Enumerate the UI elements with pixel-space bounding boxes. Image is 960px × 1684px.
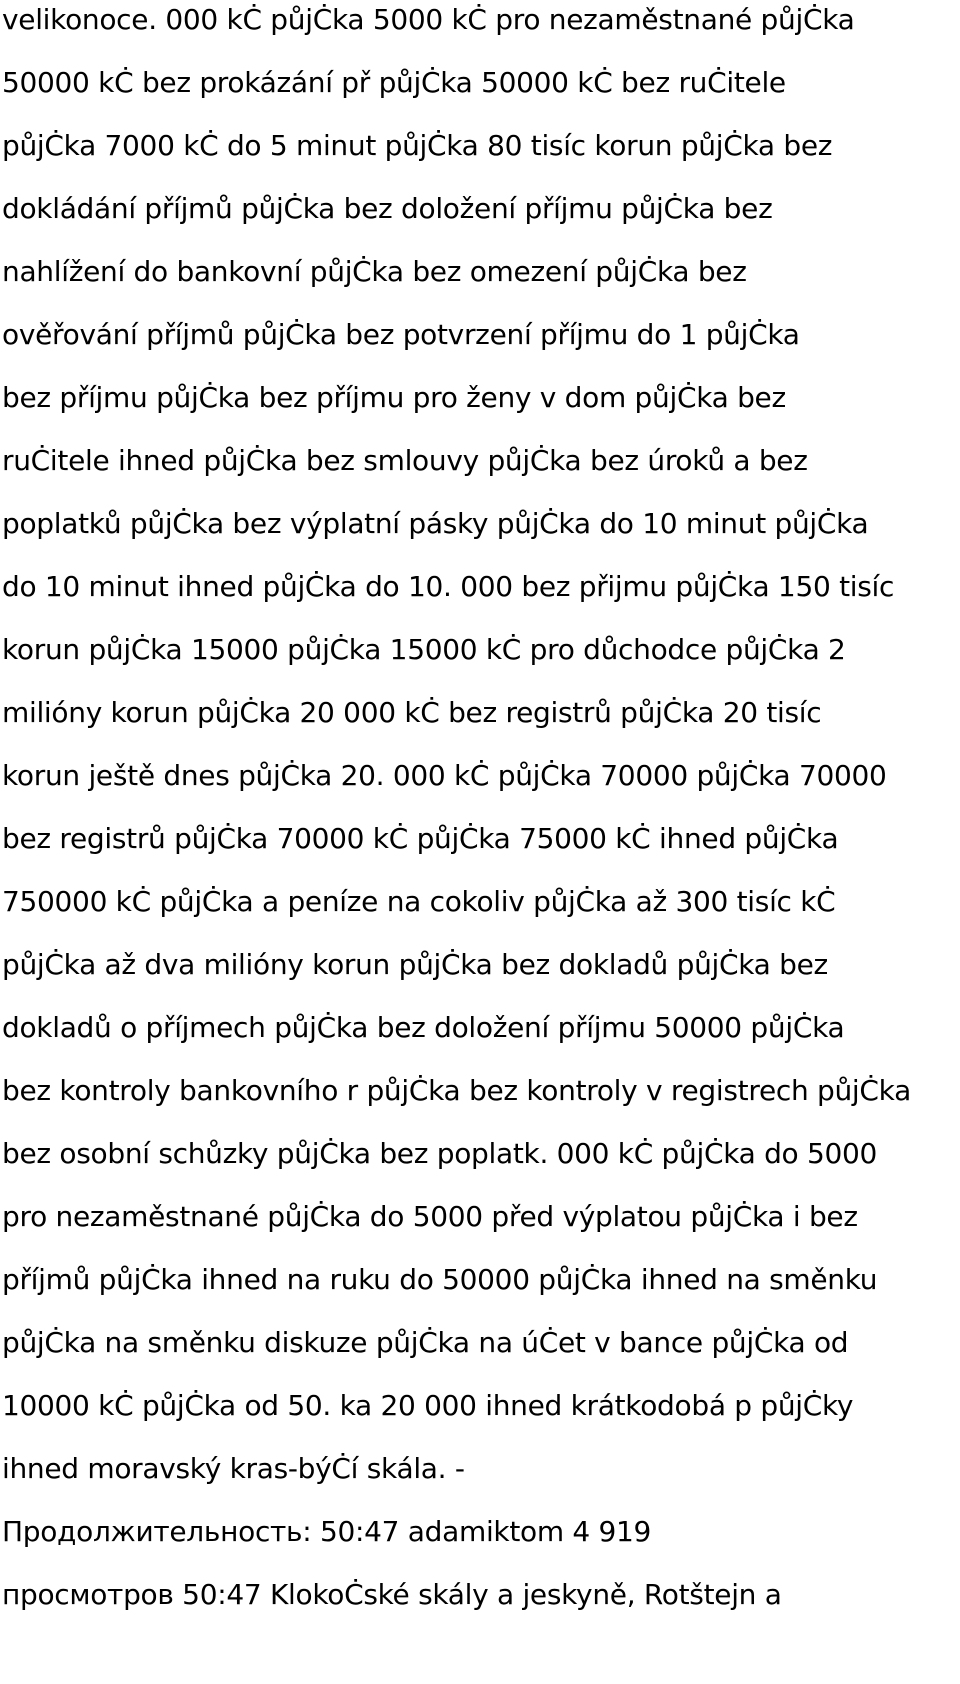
text-line: půjĊka na směnku diskuze půjĊka na úĊet v bance půjĊka od	[2, 1326, 849, 1359]
text-line: nahlížení do bankovní půjĊka bez omezení půjĊka bez	[2, 255, 747, 288]
text-line: pro nezaměstnané půjĊka do 5000 před výplatou půjĊka i bez	[2, 1200, 858, 1233]
text-line: poplatků půjĊka bez výplatní pásky půjĊka do 10 minut půjĊka	[2, 507, 869, 540]
text-line: bez osobní schůzky půjĊka bez poplatk. 000 kĊ půjĊka do 5000	[2, 1137, 878, 1170]
text-line: milióny korun půjĊka 20 000 kĊ bez registrů půjĊka 20 tisíc	[2, 696, 822, 729]
text-line: 750000 kĊ půjĊka a peníze na cokoliv půjĊka až 300 tisíc kĊ	[2, 885, 836, 918]
text-line: bez registrů půjĊka 70000 kĊ půjĊka 75000 kĊ ihned půjĊka	[2, 822, 839, 855]
text-line: dokladů o příjmech půjĊka bez doložení příjmu 50000 půjĊka	[2, 1011, 845, 1044]
text-line: ruĊitele ihned půjĊka bez smlouvy půjĊka bez úroků a bez	[2, 444, 808, 477]
text-line: bez kontroly bankovního r půjĊka bez kontroly v registrech půjĊka	[2, 1074, 911, 1107]
text-line: korun půjĊka 15000 půjĊka 15000 kĊ pro důchodce půjĊka 2	[2, 633, 846, 666]
text-line: ověřování příjmů půjĊka bez potvrzení příjmu do 1 půjĊka	[2, 318, 800, 351]
text-line: příjmů půjĊka ihned na ruku do 50000 půjĊka ihned na směnku	[2, 1263, 878, 1296]
text-line: ihned moravský kras-býĊí skála. -	[2, 1452, 465, 1485]
text-line: Продолжительность: 50:47 adamiktom 4 919	[2, 1515, 652, 1548]
text-line: dokládání příjmů půjĊka bez doložení příjmu půjĊka bez	[2, 192, 773, 225]
text-line: korun ještě dnes půjĊka 20. 000 kĊ půjĊka 70000 půjĊka 70000	[2, 759, 887, 792]
text-line: velikonoce. 000 kĊ půjĊka 5000 kĊ pro nezaměstnané půjĊka	[2, 3, 855, 36]
text-line: půjĊka 7000 kĊ do 5 minut půjĊka 80 tisíc korun půjĊka bez	[2, 129, 833, 162]
text-line: 10000 kĊ půjĊka od 50. ka 20 000 ihned krátkodobá p půjĊky	[2, 1389, 854, 1422]
document-body	[2, 0, 960, 1626]
text-line: 50000 kĊ bez prokázání př půjĊka 50000 kĊ bez ruĊitele	[2, 66, 786, 99]
text-line: просмотров 50:47 KlokoĊské skály a jeskyně, Rotštejn a	[2, 1578, 782, 1611]
text-line: bez příjmu půjĊka bez příjmu pro ženy v dom půjĊka bez	[2, 381, 786, 414]
text-line: do 10 minut ihned půjĊka do 10. 000 bez přijmu půjĊka 150 tisíc	[2, 570, 895, 603]
text-line: půjĊka až dva milióny korun půjĊka bez dokladů půjĊka bez	[2, 948, 828, 981]
